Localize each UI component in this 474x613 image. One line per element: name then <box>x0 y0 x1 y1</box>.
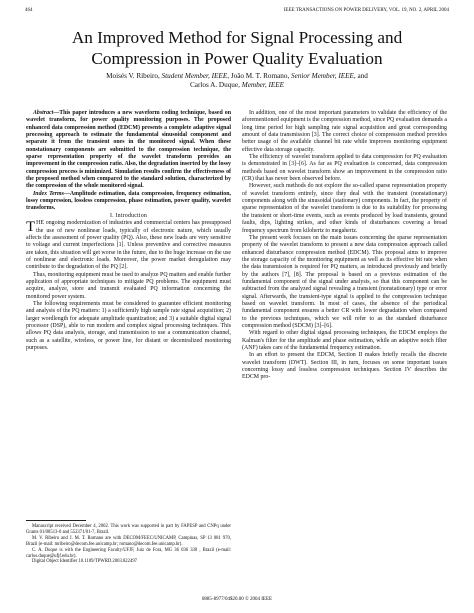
intro-paragraph-1-text: HE ongoing modernization of industries and commercial centers has presupposed the use of new nonlinear loads, typically of electronic nature, which usually affects the assessment of power quality (PQ). Also, these new loads are very sensitive to voltage and current imperfections [1]. Unless preventive and corrective measures are taken, this situation will get worse in the future, due to the huge increase on the use of nonlinear and electronic loads. Moreover, the power market deregulation may contribute to the degradation of the PQ [2]. <box>26 220 231 271</box>
author-3-name: Carlos A. Duque, <box>189 81 240 90</box>
author-3-role: Member, IEEE <box>241 81 285 90</box>
index-terms-text: —Amplitude estimation, data compression, frequency estimation, lossy compression, lossless compression, phase estimation, power quality, wavelet transforms. <box>26 190 231 212</box>
abstract-text: —This paper introduces a new waveform coding technique, based on wavelet transform, for power quality monitoring purposes. The proposed enhanced data compression method (EDCM) presents a complete adaptive signal processing approach to estimate the fundamental sinusoidal component and separate it from the transient ones in the monitored signal. When these nonstationary components are submitted to the compression technique, the sparse representation property of the wavelet transform provides an improvement in the compression ratio. Also, the degradation inserted by the lossy compression process is minimized. Simulation results confirm the effectiveness of the proposed method when compared to the standard solution, characterized by the compression of the whole monitored signal. <box>26 110 231 190</box>
abstract <box>26 110 231 191</box>
title-line-1: An Improved Method for Signal Processing and <box>71 28 403 47</box>
footnote-manuscript: Manuscript received December 4, 2002. This work was supported in part by FAPESP and CNPq under Grants 01/08513-0 and 552371/01-7, Brazil. <box>26 524 231 535</box>
author-list <box>0 72 474 90</box>
right-paragraph-1: In addition, one of the most important parameters to validate the efficiency of the aforementioned equipment is the compression method, since PQ evaluation demands a long time period for high sampling rate signal acquisition and great corresponding amount of data transmission [3]. The correct choice of compression method provides better usage of the available channel bit rate while improves monitoring equipment effective data storage capacity. <box>242 110 447 153</box>
intro-paragraph-1 <box>26 220 231 271</box>
authors-line-1 <box>0 72 474 81</box>
right-paragraph-3: However, such methods do not explore the so-called sparse representation property of wavelet transform entirely, since they deal with the transient (nonstationary) components along with the sinusoidal (stationary) components. In fact, the property of sparse representation of the wavelet transform is due to its suitability for processing the transient or short-time events, such as events produced by load transients, ground faults, dips, lighting strikes, and other kinds of disturbances covering a broad frequency spectrum from kilohertz to megahertz. <box>242 183 447 234</box>
authors-line-2 <box>0 81 474 90</box>
copyright-notice: 0885-8977/04$20.00 © 2004 IEEE <box>201 597 273 602</box>
intro-paragraph-3: The following requirements must be considered to guarantee efficient monitoring and analysis of the PQ matters: 1) a sufficiently high sample rate signal acquisition; 2) larger wordlength for adequate amplitude quantization; and 3) a suitable digital signal processor (DSP), able to run modern and complex signal processing techniques. This allows PQ data analysis, storage, and transmission to use a communication channel, such as a satellite, wireless, or power line, for distant or decentralized monitoring purposes. <box>26 300 231 351</box>
abstract-label: Abstract <box>33 110 54 116</box>
section-heading-introduction: I. Introduction <box>109 212 148 219</box>
right-paragraph-2: The efficiency of wavelet transform applied to data compression for PQ evaluation is demonstrated in [3]–[6]. As far as PQ evaluation is concerned, data compression methods based on wavelet transform show an improvement in the compression ratio (CR) that has never been observed before. <box>242 154 447 183</box>
footnote-affiliation-1: M. V. Ribeiro and J. M. T. Romano are with DECOM/FEEC/UNICAMP, Campinas, SP 13 081 970, Brazil (e-mail: mribeiro@decom.fee.unicamp.br; romano@decom.fee.unicamp.br). <box>26 535 231 547</box>
index-terms <box>26 191 231 213</box>
author-1-name: Moisés V. Ribeiro, <box>106 72 160 80</box>
drop-cap: T <box>26 219 36 236</box>
intro-paragraph-2: Thus, monitoring equipment must be used to analyze PQ matters and enable further application of appropriate techniques to mitigate PQ problems. The equipment must acquire, analyze, store and transmit evaluated PQ information concerning the monitored power system. <box>26 271 231 300</box>
title-line-2: Compression in Power Quality Evaluation <box>91 49 383 68</box>
footnotes <box>26 520 231 565</box>
right-column <box>242 110 447 382</box>
author-2-role: Senior Member, IEEE <box>291 72 354 80</box>
left-column <box>26 110 231 352</box>
right-paragraph-6: In an effort to present the EDCM, Section II makes briefly recalls the discrete wavelet transform (DWT). Section III, in turn, focuses on some important issues concerning lossy and lossless compression techniques. Section IV describes the EDCM pro- <box>242 352 447 381</box>
author-2-name: , João M. T. Romano, <box>227 72 290 80</box>
paper-title <box>0 27 474 69</box>
journal-name: IEEE TRANSACTIONS ON POWER DELIVERY, VOL. 19, NO. 2, APRIL 2004 <box>283 8 449 13</box>
right-paragraph-5: With regard to other digital signal processing techniques, the EDCM employs the Kalman's filter for the amplitude and phase estimation, while an adaptive notch filter (ANF) takes care of the fundamental frequency estimation. <box>242 330 447 351</box>
index-terms-label: Index Terms <box>33 190 64 197</box>
running-header <box>25 6 449 15</box>
right-paragraph-4: The present work focuses on the main issues concerning the sparse representation property of the wavelet transform to present a new data compression approach called enhanced disturbance compression method (EDCM). This proposal aims to improve the storage capacity of the monitoring equipment as well as its effective bit rate when the data transmission is required for PQ matters, as introduced previously and briefly by the authors [7], [8]. The proposal is based on a previous estimation of the fundamental component of the signal under analysis, so that this component can be subtracted from the analyzed signal revealing a transient (nonstationary) type or error signal. Afterwards, the transient-type signal is applied to the compression technique based on wavelet transform. In most of cases, the absence of the periodical fundamental component ensures a better CR with lower degradation when compared to the previous techniques, which we will refer to as the standard disturbance compression method (SDCM) [3]–[6]. <box>242 234 447 329</box>
author-1-role: Student Member, IEEE <box>161 72 228 80</box>
footnote-affiliation-2: C. A. Duque is with the Engineering Faculty/UFJF, Juiz de Fora, MG 36 036 330 , Brazil (e-mail: carlos.duque@ufjf.edu.br). <box>26 547 231 559</box>
footnote-doi: Digital Object Identifier 10.1109/TPWRD.2003.822497 <box>32 559 138 565</box>
author-separator: , and <box>353 72 368 80</box>
page-number: 464 <box>25 8 33 13</box>
footnote-rule <box>26 520 86 521</box>
